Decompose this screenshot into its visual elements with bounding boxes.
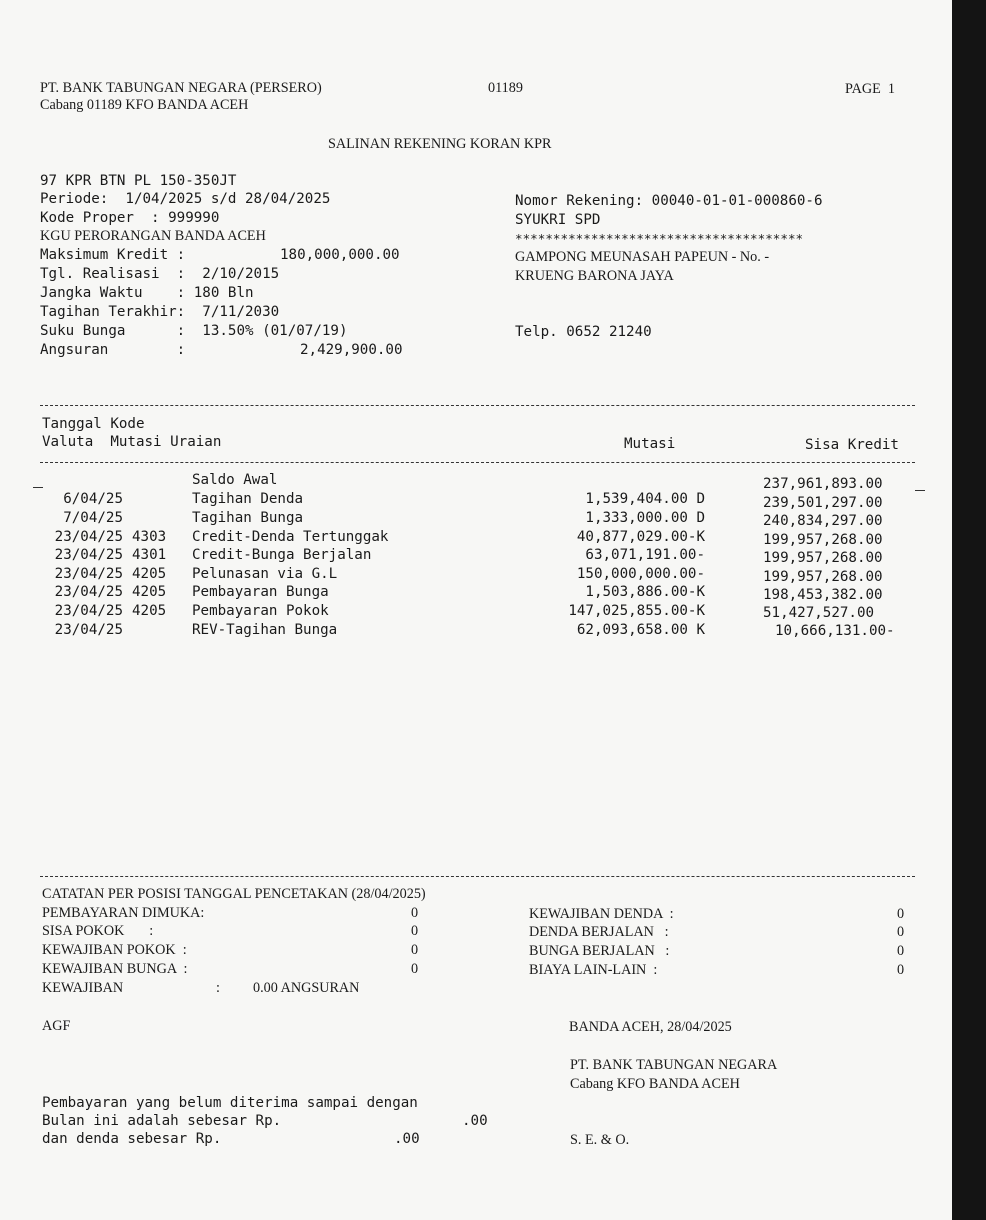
catatan-left-value: 0	[411, 942, 419, 958]
row-sisa-kredit: 237,961,893.00	[763, 476, 883, 492]
tagihan-terakhir: Tagihan Terakhir: 7/11/2030	[40, 304, 280, 320]
maksimum-kredit-label: Maksimum Kredit :	[40, 247, 186, 263]
catatan-right-label: BIAYA LAIN-LAIN :	[529, 962, 658, 978]
row-date: 23/04/25	[54, 566, 123, 582]
catatan-left-value: 0	[411, 923, 419, 939]
row-mutasi: 1,539,404.00 D	[585, 491, 705, 507]
catatan-left-value: 0	[411, 961, 419, 977]
row-mutasi: 1,333,000.00 D	[585, 510, 705, 526]
jangka-waktu: Jangka Waktu : 180 Bln	[40, 285, 254, 301]
margin-tick-left	[33, 487, 43, 488]
kewajiban-value: 0.00 ANGSURAN	[253, 980, 360, 996]
kgu: KGU PERORANGAN BANDA ACEH	[40, 228, 266, 244]
note-line-3-value: .00	[394, 1131, 420, 1147]
row-date: 23/04/25	[54, 529, 123, 545]
bank-name: PT. BANK TABUNGAN NEGARA (PERSERO)	[40, 80, 322, 96]
catatan-divider	[40, 876, 915, 877]
stars-separator: **************************************	[515, 231, 804, 246]
agf-code: AGF	[42, 1018, 71, 1034]
periode: Periode: 1/04/2025 s/d 28/04/2025	[40, 191, 331, 207]
row-date: 23/04/25	[54, 603, 123, 619]
suku-bunga: Suku Bunga : 13.50% (01/07/19)	[40, 323, 348, 339]
maksimum-kredit-value: 180,000,000.00	[280, 247, 400, 263]
table-top-divider	[40, 405, 915, 406]
branch-code: 01189	[488, 80, 523, 96]
catatan-right-label: KEWAJIBAN DENDA :	[529, 906, 674, 922]
page-number: PAGE 1	[845, 81, 895, 97]
table-head-line-2: Valuta Mutasi Uraian	[42, 434, 222, 450]
catatan-right-value: 0	[897, 924, 905, 940]
footer-bank-name: PT. BANK TABUNGAN NEGARA	[570, 1057, 778, 1073]
row-sisa-kredit: 240,834,297.00	[763, 513, 883, 529]
product-name: 97 KPR BTN PL 150-350JT	[40, 173, 237, 189]
customer-name: SYUKRI SPD	[515, 212, 601, 228]
row-uraian: Credit-Bunga Berjalan	[192, 547, 372, 563]
row-date: 23/04/25	[54, 584, 123, 600]
row-mutasi: 40,877,029.00-K	[576, 529, 705, 545]
row-kode: 4301	[132, 547, 167, 563]
note-line-2-label: Bulan ini adalah sebesar Rp.	[42, 1113, 282, 1129]
document-title: SALINAN REKENING KORAN KPR	[328, 136, 552, 152]
table-head-line-1: Tanggal Kode	[42, 416, 145, 432]
row-sisa-kredit: 199,957,268.00	[763, 532, 883, 548]
angsuran-label: Angsuran :	[40, 342, 186, 358]
row-uraian: Tagihan Denda	[192, 491, 304, 507]
footer-branch: Cabang KFO BANDA ACEH	[570, 1076, 740, 1092]
row-uraian: Pembayaran Bunga	[192, 584, 329, 600]
column-sisa-kredit: Sisa Kredit	[805, 437, 899, 453]
row-sisa-kredit: 51,427,527.00	[763, 605, 875, 621]
catatan-right-value: 0	[897, 906, 905, 922]
row-mutasi: 147,025,855.00-K	[568, 603, 705, 619]
branch-name: Cabang 01189 KFO BANDA ACEH	[40, 97, 249, 113]
note-line-3-label: dan denda sebesar Rp.	[42, 1131, 222, 1147]
row-uraian: Pelunasan via G.L	[192, 566, 338, 582]
row-mutasi: 62,093,658.00 K	[576, 622, 705, 638]
row-uraian: Pembayaran Pokok	[192, 603, 329, 619]
kewajiban-colon: :	[216, 980, 220, 996]
catatan-right-value: 0	[897, 943, 905, 959]
scan-dark-edge	[952, 0, 986, 1220]
seo-note: S. E. & O.	[570, 1132, 630, 1148]
catatan-left-label: KEWAJIBAN BUNGA :	[42, 961, 188, 977]
row-uraian: Tagihan Bunga	[192, 510, 304, 526]
address-line-2: KRUENG BARONA JAYA	[515, 268, 674, 284]
row-sisa-kredit: 199,957,268.00	[763, 550, 883, 566]
catatan-left-value: 0	[411, 905, 419, 921]
row-sisa-kredit: 10,666,131.00-	[775, 623, 895, 639]
catatan-right-label: BUNGA BERJALAN :	[529, 943, 670, 959]
row-date: 23/04/25	[54, 547, 123, 563]
row-uraian: Saldo Awal	[192, 472, 278, 488]
catatan-right-label: DENDA BERJALAN :	[529, 924, 669, 940]
row-mutasi: 150,000,000.00-	[576, 566, 705, 582]
row-mutasi: 1,503,886.00-K	[585, 584, 705, 600]
row-kode: 4205	[132, 566, 167, 582]
row-date: 6/04/25	[63, 491, 123, 507]
row-kode: 4205	[132, 584, 167, 600]
catatan-left-label: SISA POKOK :	[42, 923, 154, 939]
row-kode: 4205	[132, 603, 167, 619]
margin-tick-right	[915, 490, 925, 491]
row-date: 7/04/25	[63, 510, 123, 526]
angsuran-value: 2,429,900.00	[300, 342, 403, 358]
catatan-title: CATATAN PER POSISI TANGGAL PENCETAKAN (28/04/2025)	[42, 886, 426, 902]
table-head-divider	[40, 462, 915, 463]
row-sisa-kredit: 199,957,268.00	[763, 569, 883, 585]
address-line-1: GAMPONG MEUNASAH PAPEUN - No. -	[515, 249, 770, 265]
column-mutasi: Mutasi	[624, 436, 676, 452]
nomor-rekening: Nomor Rekening: 00040-01-01-000860-6	[515, 193, 823, 209]
row-mutasi: 63,071,191.00-	[585, 547, 705, 563]
kewajiban-label: KEWAJIBAN	[42, 980, 124, 996]
telephone: Telp. 0652 21240	[515, 324, 652, 340]
row-uraian: REV-Tagihan Bunga	[192, 622, 338, 638]
tgl-realisasi: Tgl. Realisasi : 2/10/2015	[40, 266, 280, 282]
catatan-left-label: KEWAJIBAN POKOK :	[42, 942, 187, 958]
kode-proper: Kode Proper : 999990	[40, 210, 220, 226]
row-sisa-kredit: 239,501,297.00	[763, 495, 883, 511]
row-date: 23/04/25	[54, 622, 123, 638]
catatan-right-value: 0	[897, 962, 905, 978]
note-line-1: Pembayaran yang belum diterima sampai dengan	[42, 1095, 418, 1111]
place-date: BANDA ACEH, 28/04/2025	[569, 1019, 732, 1035]
row-uraian: Credit-Denda Tertunggak	[192, 529, 389, 545]
note-line-2-value: .00	[462, 1113, 488, 1129]
row-kode: 4303	[132, 529, 167, 545]
catatan-left-label: PEMBAYARAN DIMUKA:	[42, 905, 205, 921]
row-sisa-kredit: 198,453,382.00	[763, 587, 883, 603]
